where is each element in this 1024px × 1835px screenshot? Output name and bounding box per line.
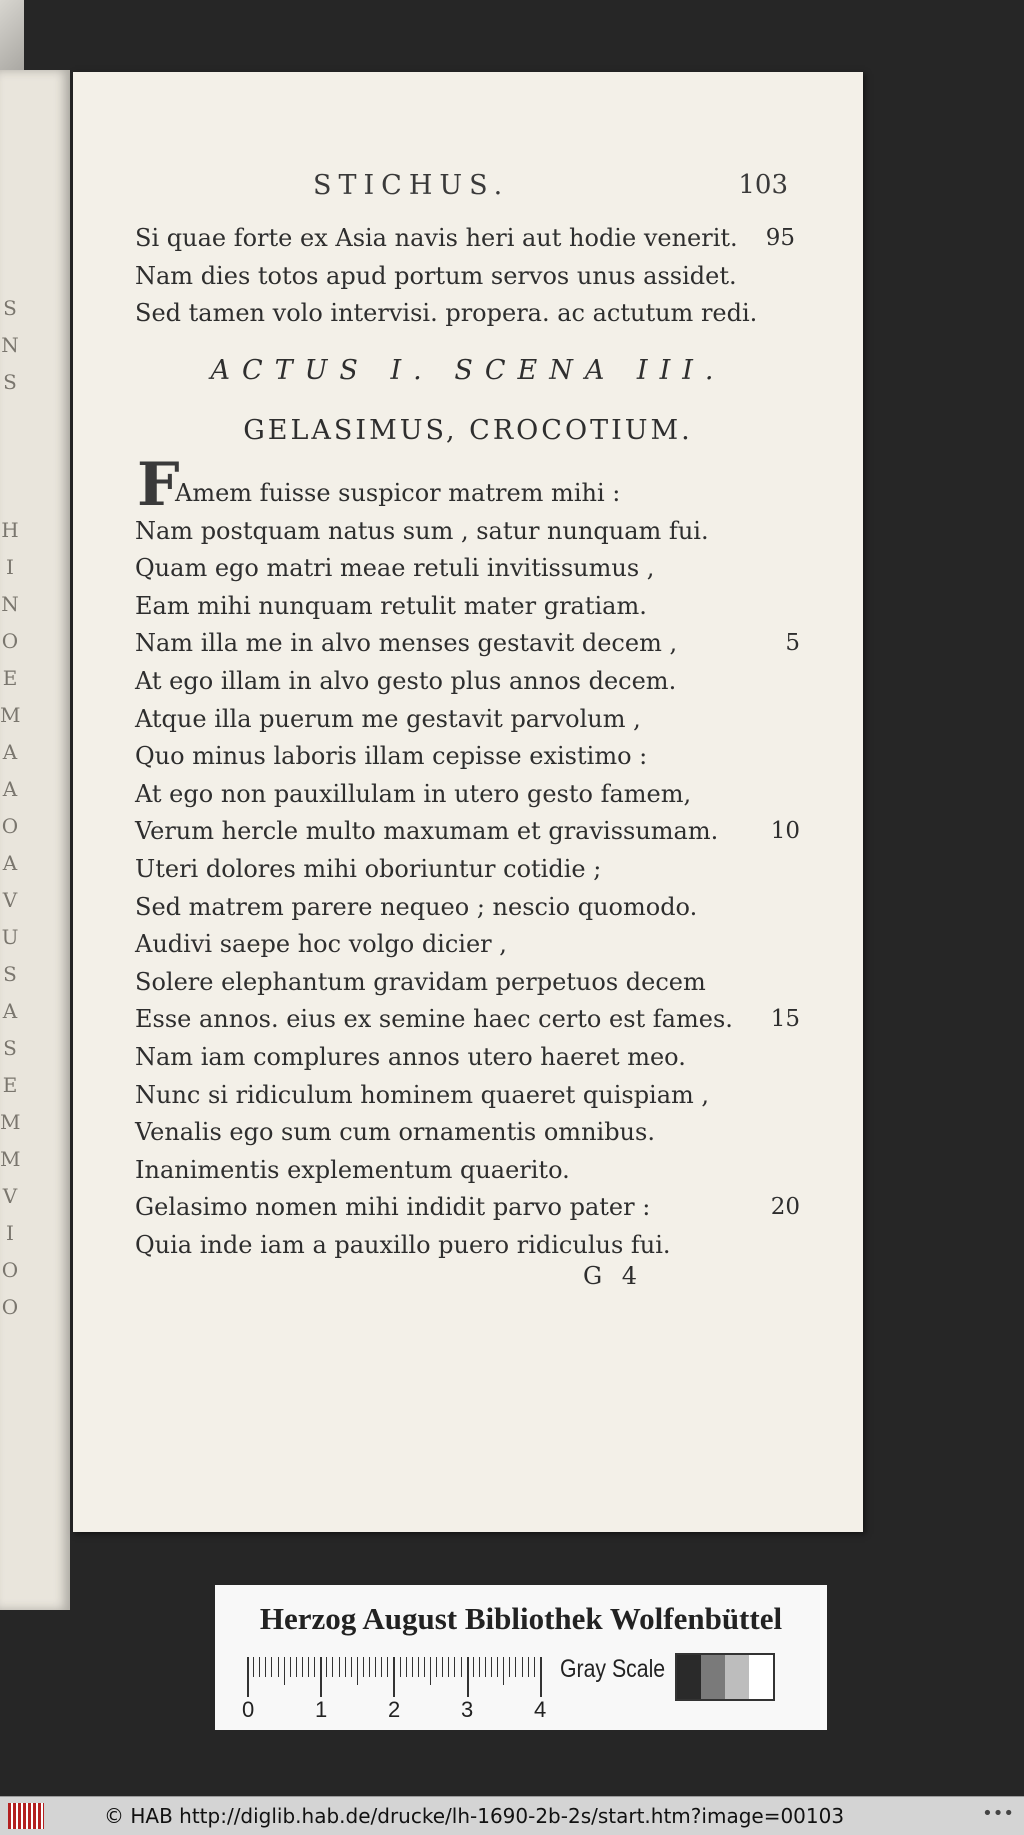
line-number: 95: [765, 225, 795, 251]
drop-initial: F: [137, 450, 180, 520]
prelude-line-text: Sed tamen volo intervisi. propera. ac actutum redi.: [135, 299, 758, 327]
previous-page-letter: [0, 438, 20, 475]
previous-page-letter: H: [1, 518, 19, 542]
source-url[interactable]: © HAB http://diglib.hab.de/drucke/lh-1690-2b-2s/start.htm?image=00103: [104, 1804, 845, 1828]
verse-line: [135, 1189, 800, 1227]
ruler-tick: [265, 1657, 266, 1677]
ruler-tick: [424, 1657, 425, 1677]
ruler-tick: [448, 1657, 449, 1677]
characters-heading: GELASIMUS, CROCOTIUM.: [243, 415, 693, 446]
prelude-line: [135, 220, 795, 258]
verse-line-text: Quo minus laboris illam cepisse existimo :: [135, 742, 648, 771]
ruler-tick: [522, 1657, 523, 1677]
ruler-tick: [253, 1657, 254, 1677]
gray-swatch: [677, 1655, 701, 1699]
ruler-tick: [271, 1657, 272, 1677]
hab-logo-icon: [8, 1803, 44, 1829]
running-head-title: STICHUS.: [313, 170, 510, 201]
previous-page-letter: O: [1, 814, 19, 838]
previous-page-letter: U: [1, 925, 19, 949]
ruler: [247, 1657, 547, 1697]
ruler-tick: [534, 1657, 535, 1677]
verse-line: [135, 1039, 800, 1077]
ruler-tick: [357, 1657, 358, 1685]
ruler-tick: [375, 1657, 376, 1677]
previous-page-edge: [0, 70, 70, 1610]
previous-page-letter: O: [1, 629, 19, 653]
previous-page-letter: [0, 475, 20, 512]
ruler-label-4: 4: [534, 1697, 547, 1722]
ruler-tick: [296, 1657, 297, 1677]
previous-page-letter: I: [6, 1221, 14, 1245]
ruler-label-1: 1: [315, 1697, 328, 1722]
verse-line-text: Eam mihi nunquam retulit mater gratiam.: [135, 591, 647, 620]
ruler-tick: [363, 1657, 364, 1677]
verse-line: [135, 1114, 800, 1152]
verse-line-text: Inanimentis explementum quaerito.: [135, 1155, 570, 1184]
verse-line: [135, 889, 800, 927]
ruler-tick: [497, 1657, 498, 1677]
verse-line: [135, 701, 800, 739]
previous-page-letter: S: [3, 296, 17, 320]
previous-page-letter: A: [2, 999, 18, 1023]
book-page: [73, 72, 863, 1532]
ruler-tick: [393, 1657, 395, 1697]
ruler-tick: [454, 1657, 455, 1677]
verse-line-text: Nam postquam natus sum , satur nunquam fui.: [135, 516, 709, 545]
verse-line: [135, 1077, 800, 1115]
ruler-tick: [436, 1657, 437, 1677]
ruler-tick: [302, 1657, 303, 1677]
previous-page-letter: E: [2, 1073, 18, 1097]
verse-line-text: Quia inde iam a pauxillo puero ridiculus fui.: [135, 1230, 671, 1259]
verse-line: [135, 1001, 800, 1039]
previous-page-letters: [0, 290, 20, 1326]
verse-line: [135, 663, 800, 701]
color-scale-card: [215, 1585, 827, 1730]
gray-scale-swatches: [675, 1653, 775, 1701]
verse-line-text: Verum hercle multo maxumam et gravissumam.: [135, 817, 719, 846]
previous-page-letter: A: [2, 851, 18, 875]
gray-swatch: [701, 1655, 725, 1699]
ruler-label-0: 0: [242, 1697, 255, 1722]
verse-line: [135, 926, 800, 964]
verse-line-text: Nam illa me in alvo menses gestavit decem ,: [135, 629, 678, 658]
verse-line-text: Esse annos. eius ex semine haec certo est fames.: [135, 1005, 733, 1034]
previous-page-letter: [0, 401, 20, 438]
prelude-line-text: Nam dies totos apud portum servos unus assidet.: [135, 261, 737, 290]
ruler-tick: [412, 1657, 413, 1677]
verse-line-text: Uteri dolores mihi oboriuntur cotidie ;: [135, 854, 602, 883]
ruler-tick: [528, 1657, 529, 1677]
ruler-tick: [345, 1657, 346, 1677]
previous-page-letter: S: [3, 1036, 17, 1060]
verse-line-text: Nam iam complures annos utero haeret meo.: [135, 1042, 686, 1071]
verse-line-text: Audivi saepe hoc volgo dicier ,: [135, 930, 507, 959]
previous-page-letter: I: [6, 555, 14, 579]
ruler-tick: [369, 1657, 370, 1677]
verse-line: [135, 738, 800, 776]
ruler-tick: [326, 1657, 327, 1677]
previous-page-letter: N: [1, 592, 19, 616]
ruler-tick: [381, 1657, 382, 1677]
verse-line: [135, 513, 800, 551]
verse-line: [135, 813, 800, 851]
line-number: 10: [770, 818, 800, 845]
ruler-tick: [430, 1657, 431, 1685]
ruler-tick: [320, 1657, 322, 1697]
previous-page-letter: V: [2, 1184, 18, 1208]
previous-page-letter: V: [2, 888, 18, 912]
verse-line-text: Venalis ego sum cum ornamentis omnibus.: [135, 1118, 655, 1147]
previous-page-letter: O: [1, 1258, 19, 1282]
ruler-tick: [485, 1657, 486, 1677]
ruler-tick: [503, 1657, 504, 1685]
verse-line-text: Amem fuisse suspicor matrem mihi :: [175, 479, 621, 507]
ruler-tick: [247, 1657, 249, 1697]
previous-page-letter: S: [3, 962, 17, 986]
library-title: Herzog August Bibliothek Wolfenbüttel: [259, 1601, 783, 1636]
line-number: 15: [770, 1006, 800, 1033]
verse-line-text: Gelasimo nomen mihi indidit parvo pater :: [135, 1193, 651, 1222]
previous-page-letter: S: [3, 370, 17, 394]
ruler-tick: [442, 1657, 443, 1677]
gray-swatch: [725, 1655, 749, 1699]
scene-verses: [135, 475, 800, 1264]
more-menu-icon[interactable]: •••: [982, 1803, 1014, 1824]
ruler-tick: [278, 1657, 279, 1677]
verse-line-text: Solere elephantum gravidam perpetuos decem: [135, 967, 706, 996]
ruler-label-2: 2: [388, 1697, 401, 1722]
ruler-tick: [515, 1657, 516, 1677]
gray-swatch: [749, 1655, 773, 1699]
ruler-tick: [467, 1657, 469, 1697]
previous-page-corner: [0, 0, 24, 75]
ruler-tick: [509, 1657, 510, 1677]
previous-page-letter: E: [2, 666, 18, 690]
ruler-tick: [259, 1657, 260, 1677]
prelude-line: [135, 295, 795, 333]
previous-page-letter: N: [1, 333, 19, 357]
verse-line: [135, 1227, 800, 1265]
verse-line-text: Quam ego matri meae retuli invitissumus ,: [135, 554, 655, 583]
verse-line-text: Atque illa puerum me gestavit parvolum ,: [135, 704, 641, 733]
ruler-tick: [290, 1657, 291, 1677]
verse-line-text: Nunc si ridiculum hominem quaeret quispiam ,: [135, 1080, 710, 1109]
previous-page-letter: M: [0, 1147, 21, 1171]
previous-page-letter: A: [2, 777, 18, 801]
previous-page-letter: A: [2, 740, 18, 764]
verse-line: [135, 588, 800, 626]
ruler-tick: [418, 1657, 419, 1677]
verse-line-text: At ego illam in alvo gesto plus annos decem.: [135, 666, 677, 695]
ruler-tick: [314, 1657, 315, 1677]
previous-page-letter: M: [0, 703, 21, 727]
previous-page-letter: O: [1, 1295, 19, 1319]
verse-line: [135, 625, 800, 663]
ruler-tick: [332, 1657, 333, 1677]
ruler-tick: [479, 1657, 480, 1677]
line-number: 20: [770, 1194, 800, 1221]
ruler-tick: [308, 1657, 309, 1677]
gray-scale-label: Gray Scale: [560, 1655, 666, 1683]
ruler-label-3: 3: [461, 1697, 474, 1722]
ruler-tick: [406, 1657, 407, 1677]
page-number: 103: [738, 170, 788, 200]
prelude-verses: [135, 220, 795, 333]
prelude-line: [135, 258, 795, 296]
act-heading: ACTUS I. SCENA III.: [210, 355, 726, 386]
ruler-tick: [351, 1657, 352, 1677]
verse-line: [135, 1152, 800, 1190]
verse-line: [135, 776, 800, 814]
ruler-tick: [400, 1657, 401, 1677]
previous-page-letter: M: [0, 1110, 21, 1134]
verse-line: [135, 851, 800, 889]
ruler-tick: [461, 1657, 462, 1677]
status-bar: [0, 1796, 1024, 1835]
signature-mark: G 4: [583, 1262, 644, 1290]
ruler-tick: [284, 1657, 285, 1685]
prelude-line-text: Si quae forte ex Asia navis heri aut hodie venerit.: [135, 224, 738, 252]
ruler-tick: [339, 1657, 340, 1677]
verse-line: [135, 550, 800, 588]
ruler-tick: [473, 1657, 474, 1677]
verse-line: [135, 475, 800, 513]
verse-line: [135, 964, 800, 1002]
ruler-tick: [387, 1657, 388, 1677]
verse-line-text: Sed matrem parere nequeo ; nescio quomodo.: [135, 892, 698, 921]
ruler-tick: [491, 1657, 492, 1677]
line-number: 5: [785, 630, 800, 657]
running-head: [73, 170, 863, 200]
verse-line-text: At ego non pauxillulam in utero gesto famem,: [135, 779, 692, 808]
ruler-tick: [540, 1657, 542, 1697]
